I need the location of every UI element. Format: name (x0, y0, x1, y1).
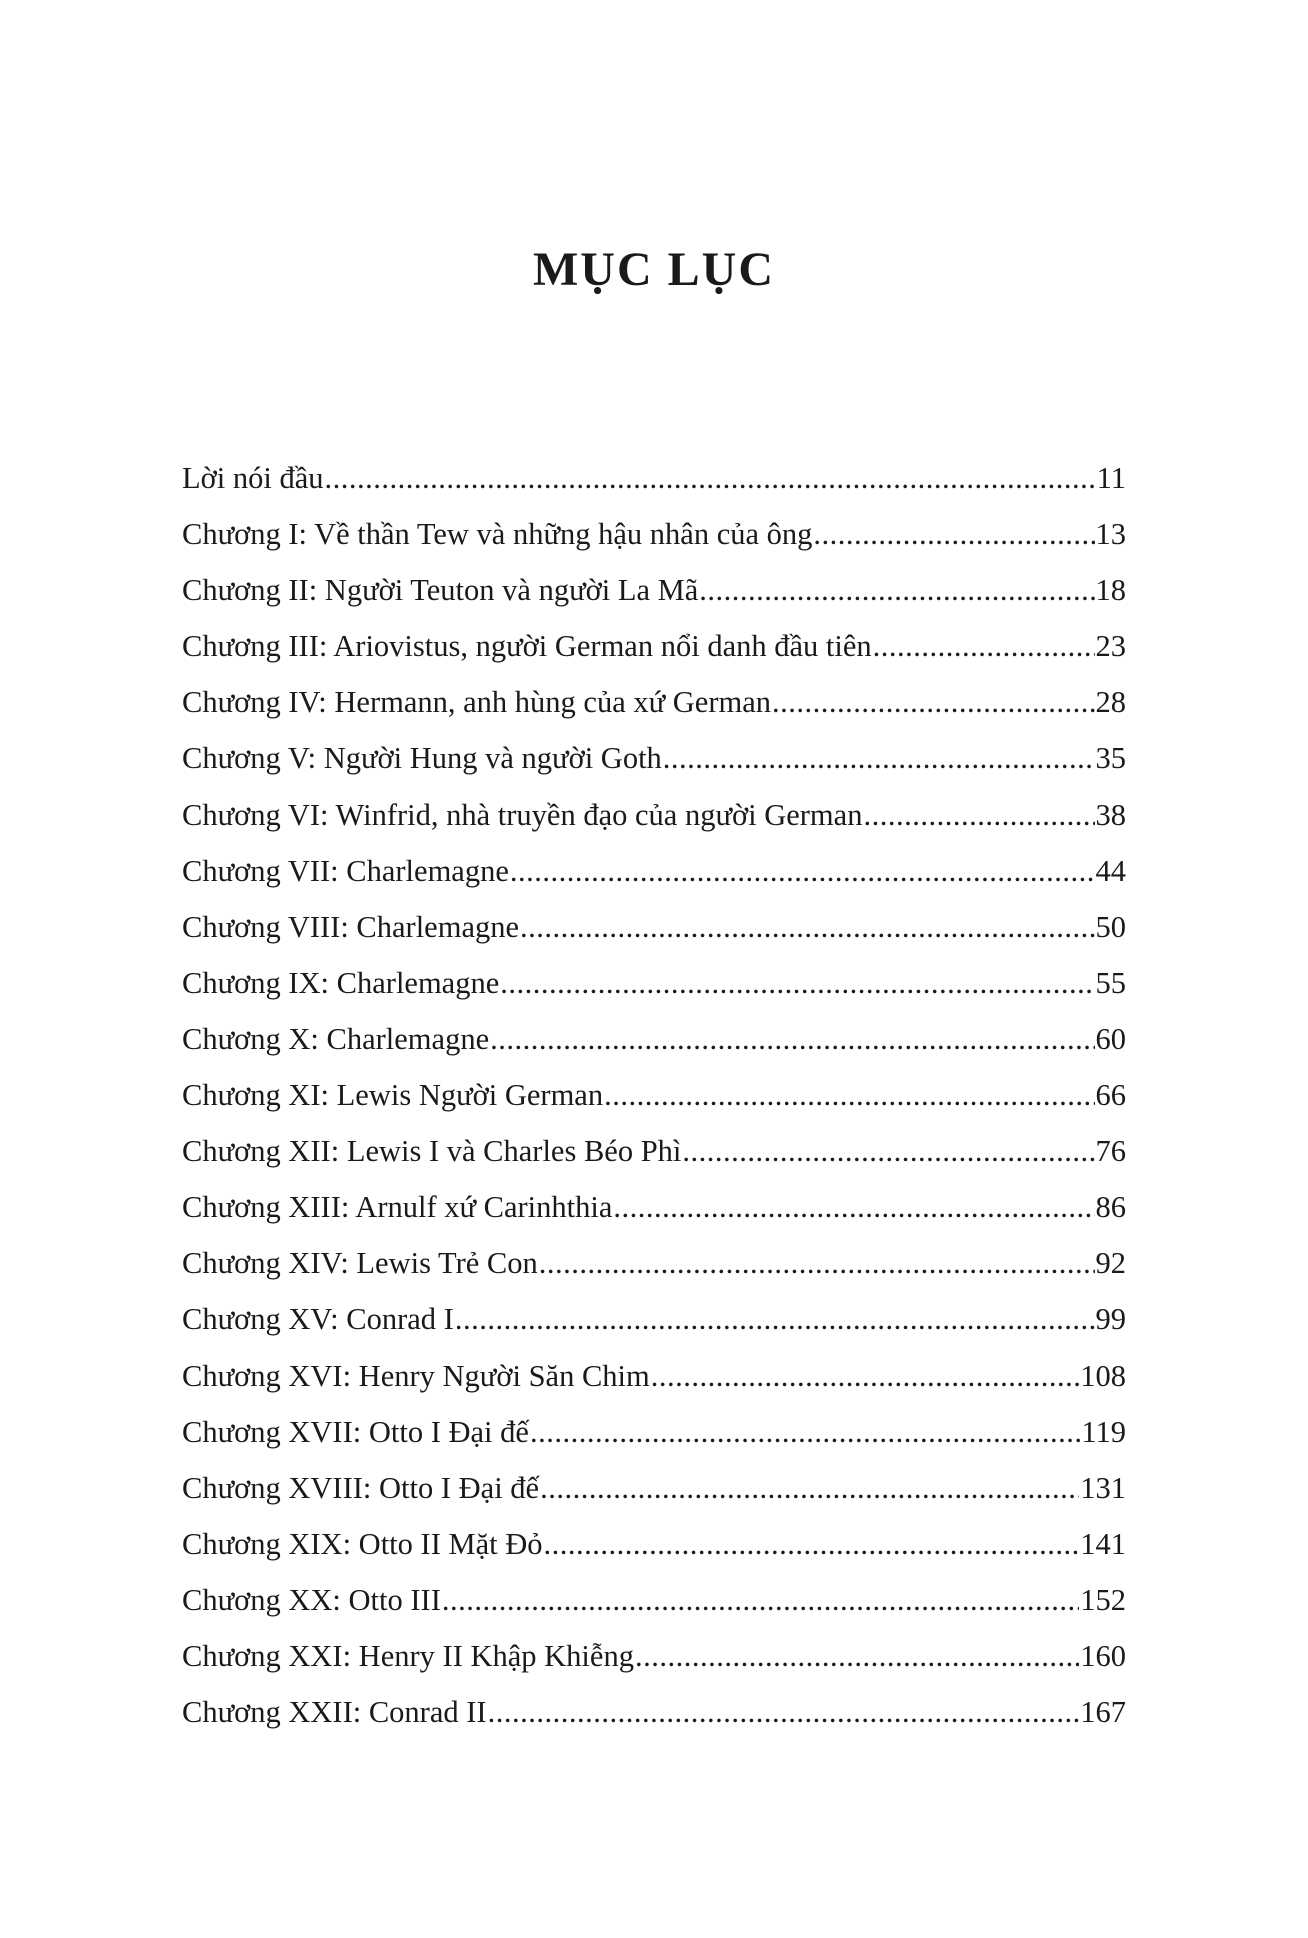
toc-entry-page: 86 (1095, 1190, 1126, 1225)
toc-entry-page: 131 (1080, 1470, 1126, 1505)
toc-entry-page: 13 (1095, 517, 1126, 552)
table-of-contents (182, 456, 1126, 1746)
toc-entry-page: 50 (1095, 909, 1126, 944)
toc-entry[interactable] (182, 736, 1126, 792)
toc-entry-page: 38 (1095, 797, 1126, 832)
dot-leader (455, 1297, 1095, 1341)
dot-leader (663, 736, 1095, 780)
toc-entry-title: Chương VII: Charlemagne (182, 853, 509, 888)
toc-entry[interactable] (182, 1690, 1126, 1746)
dot-leader (490, 1017, 1094, 1061)
toc-entry-page: 99 (1095, 1302, 1126, 1337)
toc-entry[interactable] (182, 905, 1126, 961)
toc-entry-page: 119 (1081, 1414, 1126, 1449)
toc-entry-title: Chương XIV: Lewis Trẻ Con (182, 1246, 538, 1281)
toc-entry-page: 28 (1095, 685, 1126, 720)
toc-entry-page: 160 (1080, 1638, 1126, 1673)
toc-entry-page: 35 (1095, 741, 1126, 776)
toc-entry-title: Chương IV: Hermann, anh hùng của xứ German (182, 685, 772, 720)
toc-entry-page: 167 (1080, 1695, 1126, 1730)
toc-entry-page: 60 (1095, 1021, 1126, 1056)
toc-entry-title: Chương VIII: Charlemagne (182, 909, 520, 944)
toc-entry[interactable] (182, 1466, 1126, 1522)
toc-entry-title: Chương XI: Lewis Người German (182, 1078, 604, 1113)
toc-entry-title: Chương I: Về thần Tew và những hậu nhân của ông (182, 517, 813, 552)
toc-entry-page: 23 (1095, 629, 1126, 664)
page-title: MỤC LỤC (533, 243, 775, 297)
toc-entry-page: 108 (1080, 1358, 1126, 1393)
toc-entry-page: 152 (1080, 1582, 1126, 1617)
toc-entry[interactable] (182, 961, 1126, 1017)
toc-entry[interactable] (182, 512, 1126, 568)
dot-leader (442, 1578, 1079, 1622)
toc-entry-title: Lời nói đầu (182, 461, 324, 495)
dot-leader (699, 568, 1094, 612)
toc-entry-title: Chương II: Người Teuton và người La Mã (182, 573, 699, 608)
toc-entry-title: Chương V: Người Hung và người Goth (182, 741, 662, 776)
dot-leader (651, 1354, 1080, 1398)
dot-leader (635, 1634, 1079, 1678)
dot-leader (530, 1410, 1080, 1454)
toc-entry-title: Chương XV: Conrad I (182, 1302, 454, 1337)
dot-leader (873, 624, 1095, 668)
toc-entry-title: Chương XVII: Otto I Đại đế (182, 1414, 529, 1449)
toc-entry[interactable] (182, 1354, 1126, 1410)
toc-entry[interactable] (182, 1578, 1126, 1634)
toc-entry-page: 92 (1095, 1246, 1126, 1281)
dot-leader (539, 1241, 1095, 1285)
toc-entry-page: 18 (1095, 573, 1126, 608)
toc-entry[interactable] (182, 568, 1126, 624)
toc-entry-page: 44 (1095, 853, 1126, 888)
dot-leader (500, 961, 1094, 1005)
toc-entry-title: Chương XVI: Henry Người Săn Chim (182, 1358, 650, 1393)
toc-entry-title: Chương VI: Winfrid, nhà truyền đạo của người German (182, 797, 863, 832)
dot-leader (863, 793, 1094, 837)
toc-entry-title: Chương XXI: Henry II Khập Khiễng (182, 1638, 634, 1673)
toc-entry-page: 55 (1095, 965, 1126, 1000)
toc-entry-page: 141 (1080, 1526, 1126, 1561)
toc-entry[interactable] (182, 456, 1126, 512)
dot-leader (613, 1185, 1094, 1229)
toc-entry-title: Chương III: Ariovistus, người German nổi danh đầu tiên (182, 629, 872, 664)
toc-entry[interactable] (182, 680, 1126, 736)
dot-leader (488, 1690, 1080, 1734)
toc-entry[interactable] (182, 1241, 1126, 1297)
dot-leader (540, 1466, 1079, 1510)
dot-leader (604, 1073, 1094, 1117)
dot-leader (544, 1522, 1080, 1566)
dot-leader (510, 849, 1095, 893)
toc-entry[interactable] (182, 1073, 1126, 1129)
toc-entry-title: Chương XII: Lewis I và Charles Béo Phì (182, 1134, 682, 1169)
toc-entry-title: Chương XIII: Arnulf xứ Carinhthia (182, 1190, 613, 1225)
toc-entry[interactable] (182, 1297, 1126, 1353)
toc-entry[interactable] (182, 1185, 1126, 1241)
toc-entry-page: 76 (1095, 1134, 1126, 1169)
toc-entry[interactable] (182, 849, 1126, 905)
toc-entry-title: Chương IX: Charlemagne (182, 965, 500, 1000)
toc-entry[interactable] (182, 1410, 1126, 1466)
dot-leader (682, 1129, 1094, 1173)
dot-leader (772, 680, 1094, 724)
toc-entry[interactable] (182, 793, 1126, 849)
dot-leader (325, 456, 1096, 500)
toc-entry-title: Chương XXII: Conrad II (182, 1695, 487, 1730)
toc-entry-title: Chương X: Charlemagne (182, 1021, 490, 1056)
toc-entry[interactable] (182, 1522, 1126, 1578)
toc-entry[interactable] (182, 1634, 1126, 1690)
toc-entry[interactable] (182, 1017, 1126, 1073)
toc-entry-page: 11 (1096, 461, 1126, 495)
toc-entry-page: 66 (1095, 1078, 1126, 1113)
toc-entry[interactable] (182, 624, 1126, 680)
toc-entry-title: Chương XX: Otto III (182, 1582, 441, 1617)
dot-leader (813, 512, 1094, 556)
toc-entry-title: Chương XVIII: Otto I Đại đế (182, 1470, 540, 1505)
toc-entry-title: Chương XIX: Otto II Mặt Đỏ (182, 1526, 543, 1561)
toc-entry[interactable] (182, 1129, 1126, 1185)
dot-leader (520, 905, 1094, 949)
